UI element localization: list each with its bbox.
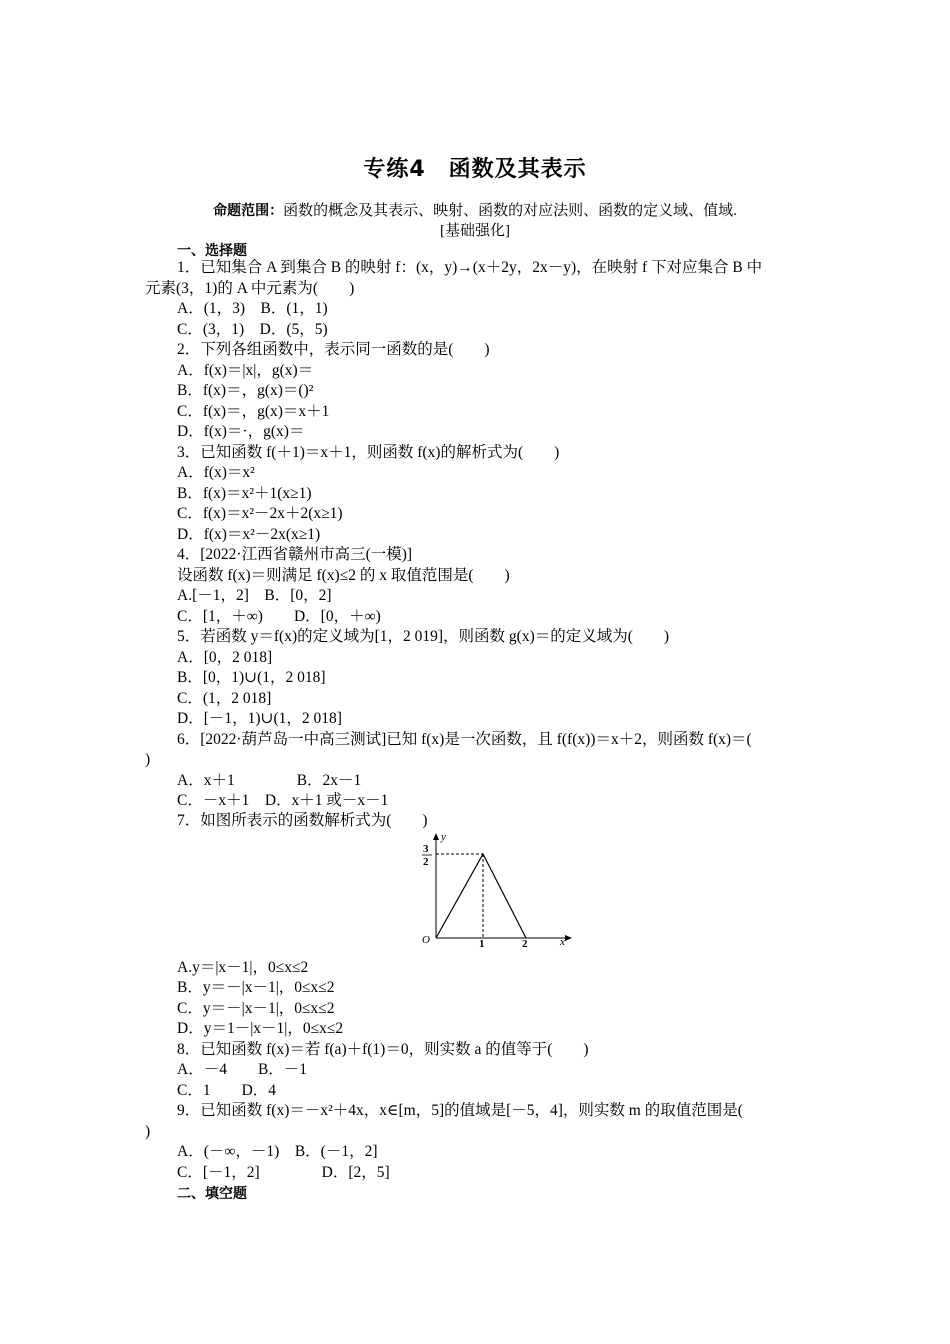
question-line: 3．已知函数 f(＋1)＝x＋1，则函数 f(x)的解析式为( ) [177,444,560,461]
y-tick-denominator: 2 [423,856,429,868]
question-line: ) [145,1123,151,1140]
question-line: 2．下列各组函数中，表示同一函数的是( ) [177,341,490,358]
option-line: A．[0，2 018] [177,649,273,666]
page-title: 专练4 函数及其表示 [363,157,587,182]
option-line: C．(1，2 018] [177,690,272,707]
question-line: 8．已知函数 f(x)＝若 f(a)＋f(1)＝0，则实数 a 的值等于( ) [177,1041,589,1058]
option-line: A．－4 B．－1 [177,1061,308,1078]
scope-label: 命题范围： [213,203,284,219]
option-line: B．f(x)＝x²＋1(x≥1) [177,485,312,502]
option-line: A．x＋1 B．2x－1 [177,772,362,789]
option-line: D．y＝1－|x－1|，0≤x≤2 [177,1020,344,1037]
option-line: C．[－1，2] D．[2，5] [177,1164,390,1181]
question-line: 5．若函数 y＝f(x)的定义域为[1，2 019]，则函数 g(x)＝的定义域为( ) [177,628,670,645]
subheading: [基础强化] [440,223,510,239]
section-heading-fill: 二、填空题 [177,1186,247,1202]
y-tick-numerator: 3 [423,843,429,855]
option-line: B．f(x)＝，g(x)＝()² [177,382,314,399]
x-axis-label: x [560,936,565,948]
question-line: 6．[2022·葫芦岛一中高三测试]已知 f(x)是一次函数，且 f(f(x))＝x＋2，则函数 f(x)＝( [177,731,752,748]
option-line: A.[－1，2] B．[0，2] [177,587,332,604]
x-tick-1: 1 [479,938,485,950]
function-graph [408,828,578,957]
option-line: B．y＝－|x－1|，0≤x≤2 [177,979,335,996]
option-line: A．(1，3) B．(1，1) [177,300,328,317]
option-line: C．(3，1) D．(5，5) [177,321,328,338]
question-line: ) [145,751,151,768]
scope-text: 函数的概念及其表示、映射、函数的对应法则、函数的定义域、值域. [283,203,737,219]
option-line: D．f(x)＝x²－2x(x≥1) [177,526,321,543]
origin-label: O [422,934,430,946]
option-line: A．(－∞，－1) B．(－1，2] [177,1143,378,1160]
option-line: C．[1，＋∞) D．[0，＋∞) [177,608,381,625]
x-tick-2: 2 [522,938,528,950]
y-axis-label: y [441,831,446,843]
question-line: 4．[2022·江西省赣州市高三(一模)] [177,546,413,563]
graph-line [436,854,526,938]
question-line: 7．如图所表示的函数解析式为( ) [177,812,428,829]
question-line: 元素(3，1)的 A 中元素为( ) [145,280,355,297]
section-heading-choice: 一、选择题 [177,243,247,259]
option-line: C．－x＋1 D．x＋1 或－x－1 [177,792,389,809]
option-line: C．f(x)＝x²－2x＋2(x≥1) [177,505,343,522]
question-line: 1．已知集合 A 到集合 B 的映射 f：(x，y)→(x＋2y，2x－y)，在映射 f 下对应集合 B 中 [177,259,763,276]
question-line: 设函数 f(x)＝则满足 f(x)≤2 的 x 取值范围是( ) [177,567,510,584]
x-axis-arrow-icon [565,935,572,941]
question-line: 9．已知函数 f(x)＝－x²＋4x，x∈[m，5]的值域是[－5，4]，则实数 m 的取值范围是( [177,1102,743,1119]
option-line: D．f(x)＝·，g(x)＝ [177,423,305,440]
option-line: A.y＝|x－1|，0≤x≤2 [177,959,309,976]
option-line: B．[0，1)∪(1，2 018] [177,669,326,686]
option-line: C．1 D．4 [177,1082,277,1099]
option-line: D．[－1，1)∪(1，2 018] [177,710,342,727]
option-line: C．f(x)＝，g(x)＝x＋1 [177,403,330,420]
scope-line [0,199,950,220]
option-line: C．y＝－|x－1|，0≤x≤2 [177,1000,335,1017]
y-axis-arrow-icon [433,833,439,840]
option-line: A．f(x)＝|x|，g(x)＝ [177,362,314,379]
option-line: A．f(x)＝x² [177,464,255,481]
